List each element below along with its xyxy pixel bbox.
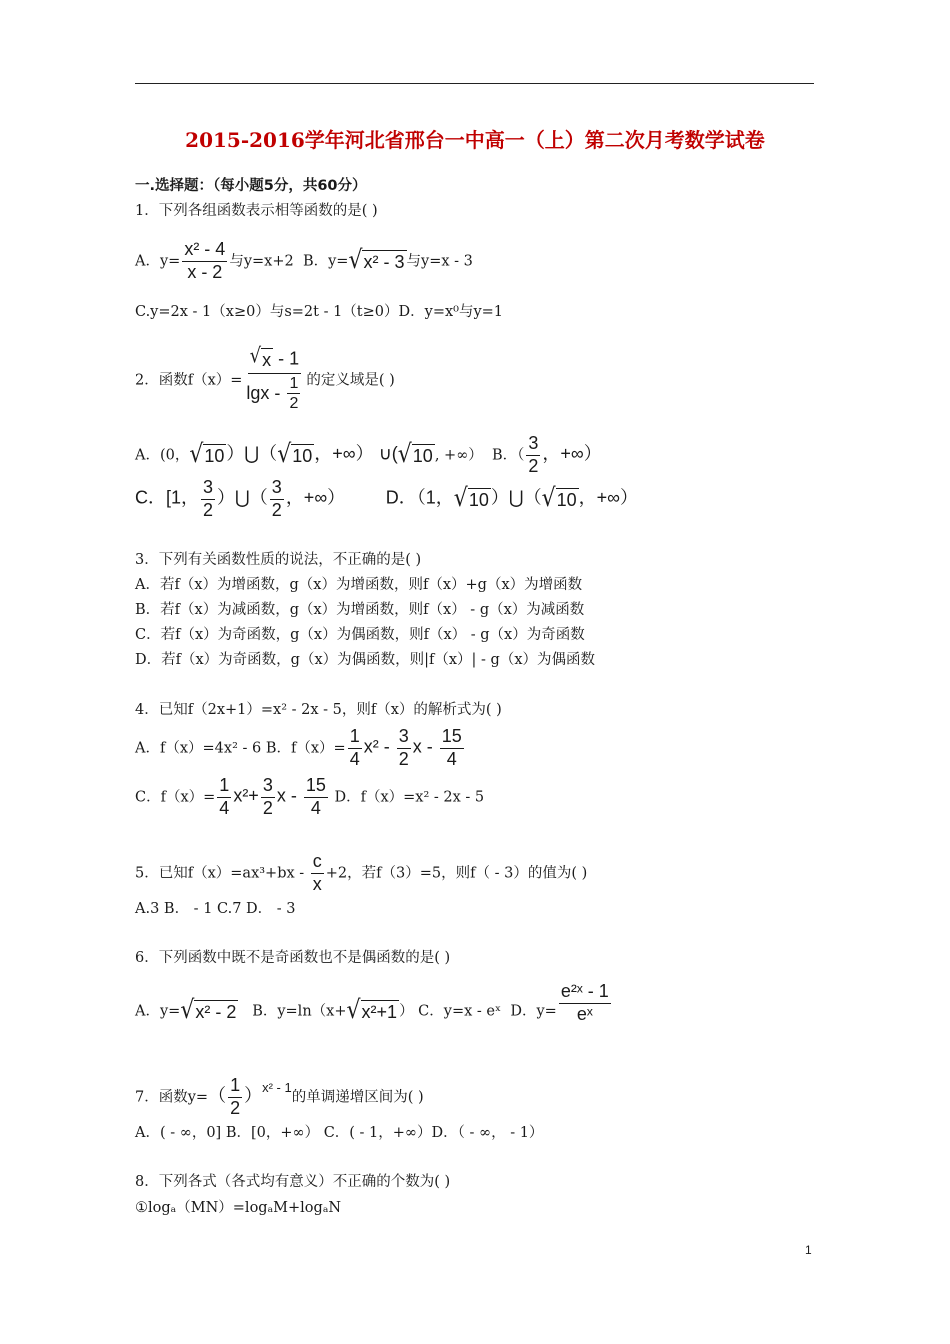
q7-base-fraction [228,1076,242,1119]
q1-b-sqrt: √ x² - 3 [348,245,405,275]
q4-c-t1: x²+ [233,785,259,806]
q2-a-p1: A．(0， [135,447,190,464]
q2-c-d2: 2 [271,499,282,520]
q2-a-p2: ）⋃（ [226,443,278,464]
q2-c-p1: C．[1， [135,487,200,508]
q1-a-label: A．y= [135,253,181,270]
q7-prefix: 7．函数y= [135,1089,209,1106]
q1-a-den: x - 2 [187,261,223,282]
q1-stem: 1．下列各组函数表示相等函数的是( ) [135,203,378,219]
q2-fraction [244,343,304,413]
q7-options: A．( - ∞，0] B．[0，+∞） C．( - 1，+∞）D．（ - ∞， - 1） [135,1125,544,1141]
q5-stem [135,852,587,895]
q4-b-d3: 4 [446,748,457,769]
q2-options-ab [135,434,602,477]
q1-a-suffix: 与y=x+2 [229,253,294,270]
q2-den-head: lgx - [246,382,286,403]
q7-exponent: x² - 1 [262,1080,292,1096]
q4-stem: 4．已知f（2x+1）=x² - 2x - 5，则f（x）的解析式为( ) [135,702,502,718]
q1-b-label: B．y= [302,253,349,270]
q3-option-d: D．若f（x）为奇函数，g（x）为偶函数，则|f（x）| - g（x）为偶函数 [135,652,596,668]
q5-fraction [311,852,324,895]
q8-stem: 8．下列各式（各式均有意义）不正确的个数为( ) [135,1174,451,1190]
q2-b-fraction [526,434,540,477]
q2-a-r2: 10 [292,445,313,466]
section-heading: 一.选择题：（每小题5分，共60分） [135,178,367,194]
q2-b-p2: ，+∞） [542,443,602,464]
header-rule [135,83,814,84]
q6-a-sqrt: √ x² - 2 [180,995,237,1025]
q7-den: 2 [230,1097,241,1118]
q1-b-suffix: 与y=x - 3 [406,253,473,270]
q2-d-sqrt2: √ 10 [541,483,577,513]
q6-a-radicand: x² - 2 [195,1001,237,1022]
q4-b-frac2 [397,727,411,770]
page-title: 2015-2016学年河北省邢台一中高一（上）第二次月考数学试卷 [185,128,765,152]
q4-b-frac1 [348,727,362,770]
q6-options [135,981,613,1033]
page-number: 1 [805,1243,812,1257]
q7-suffix: 的单调递增区间为( ) [291,1089,424,1106]
q2-numerator: √ x - 1 [248,348,302,374]
q2-b-num: 3 [526,434,540,456]
q2-options-cd [135,478,638,521]
q7-num: 1 [228,1076,242,1098]
q4-d: D．f（x）=x² - 2x - 5 [334,789,485,806]
q2-num-tail: - 1 [273,348,300,369]
q5-prefix: 5．已知f（x）=ax³+bx - [135,865,309,882]
q2-c-fraction1 [201,478,215,521]
q2-a-sqrt1: √ 10 [189,439,225,469]
q7-stem: 7．函数y=（ $\frac{1}{2}$ ）x² - 1的单调递增区间为( ) [135,1075,424,1118]
q4-b-t2: x - [412,736,438,757]
q5-den: x [312,873,322,894]
q4-c-t2: x - [276,785,302,806]
q4-c-frac1 [217,776,231,819]
q4-c-n3: 15 [304,776,328,798]
q3-option-a: A．若f（x）为增函数，g（x）为增函数，则f（x）+g（x）为增函数 [135,577,583,593]
q6-d-num: e²ˣ - 1 [559,982,611,1004]
q1-b-radicand: x² - 3 [363,251,405,272]
q2-a-r1: 10 [204,445,225,466]
q2-b-p1: B．（ [492,447,525,464]
q4-b-d2: 2 [398,748,409,769]
q2-a-r3: 10 [412,445,433,466]
q4-c-d3: 4 [310,797,321,818]
q2-c-d1: 2 [203,499,214,520]
q6-a-prefix: A．y= [135,1003,181,1020]
q1-options-cd: C.y=2x - 1（x≥0）与s=2t - 1（t≥0）D．y=x⁰与y=1 [135,304,504,320]
q4-c-frac2 [261,776,275,819]
q1-options-ab [135,240,473,283]
q2-suffix: 的定义域是( ) [306,372,395,389]
q4-a: A．f（x）=4x² - 6 [135,740,262,757]
q4-b-d1: 4 [349,748,360,769]
q4-c-d2: 2 [262,797,273,818]
q6-b-radicand: x²+1 [361,1001,398,1022]
q2-num-radicand: x [262,350,272,370]
q2-c-n1: 3 [201,478,215,500]
q2-d-p1: D．（1， [385,487,454,508]
q3-stem: 3．下列有关函数性质的说法，不正确的是( ) [135,552,422,568]
q2-c-p3: ，+∞） [285,487,346,508]
q5-suffix: +2，若f（3）=5，则f（ - 3）的值为( ) [325,865,588,882]
q2-a-p4: , +∞） [434,447,483,464]
q4-b-n1: 1 [348,727,362,749]
q4-c-frac3 [304,776,328,819]
q6-b-prefix: B．y=ln（x+ [252,1003,347,1020]
q3-option-c: C．若f（x）为奇函数，g（x）为偶函数，则f（x） - g（x）为奇函数 [135,627,585,643]
q1-a-num: x² - 4 [182,240,227,262]
q2-d-r1: 10 [468,489,489,510]
q2-c-n2: 3 [270,478,284,500]
q5-num: c [311,852,324,874]
q4-b-n2: 3 [397,727,411,749]
q4-c-prefix: C．f（x）= [135,789,216,806]
q4-b-prefix: B．f（x）= [265,740,346,757]
q2-prefix: 2．函数f（x）= [135,372,243,389]
q2-d-p2: ）⋃（ [490,487,542,508]
q2-b-den: 2 [528,455,539,476]
q4-b-frac3 [440,727,464,770]
q4-b-n3: 15 [440,727,464,749]
q4-b-t1: x² - [363,736,395,757]
q2-den-num: 1 [287,375,300,395]
q6-d-fraction [559,982,611,1025]
q2-d-r2: 10 [556,489,577,510]
q4-c-d1: 4 [219,797,230,818]
q6-b-suffix: ） [399,1003,414,1020]
q6-b-sqrt: √ x²+1 [346,995,398,1025]
q2-c-fraction2 [270,478,284,521]
q1-a-fraction [182,240,227,283]
q6-c: C．y=x - eˣ [418,1003,502,1020]
q5-options: A.3 B． - 1 C.7 D． - 3 [135,901,296,917]
q3-option-b: B．若f（x）为减函数，g（x）为增函数，则f（x） - g（x）为减函数 [135,602,585,618]
q6-d-den: eˣ [576,1003,593,1024]
q4-c-n1: 1 [217,776,231,798]
q2-c-p2: ）⋃（ [217,487,268,508]
q2-a-sqrt2: √ 10 [277,439,313,469]
q2-den-den: 2 [289,395,299,413]
q8-item-1: ①logₐ（MN）=logₐM+logₐN [135,1200,342,1216]
q2-a-p3: ，+∞） ∪( [314,443,398,464]
q2-denominator [244,374,304,413]
q2-stem [135,343,395,413]
q2-d-p3: ，+∞） [578,487,639,508]
q2-a-sqrt3: √ 10 [397,439,433,469]
q6-d-prefix: D．y= [510,1003,557,1020]
q4-options-ab [135,727,466,770]
q2-d-sqrt1: √ 10 [453,483,489,513]
q4-options-cd [135,776,484,819]
q4-c-n2: 3 [261,776,275,798]
q6-stem: 6．下列函数中既不是奇函数也不是偶函数的是( ) [135,950,451,966]
